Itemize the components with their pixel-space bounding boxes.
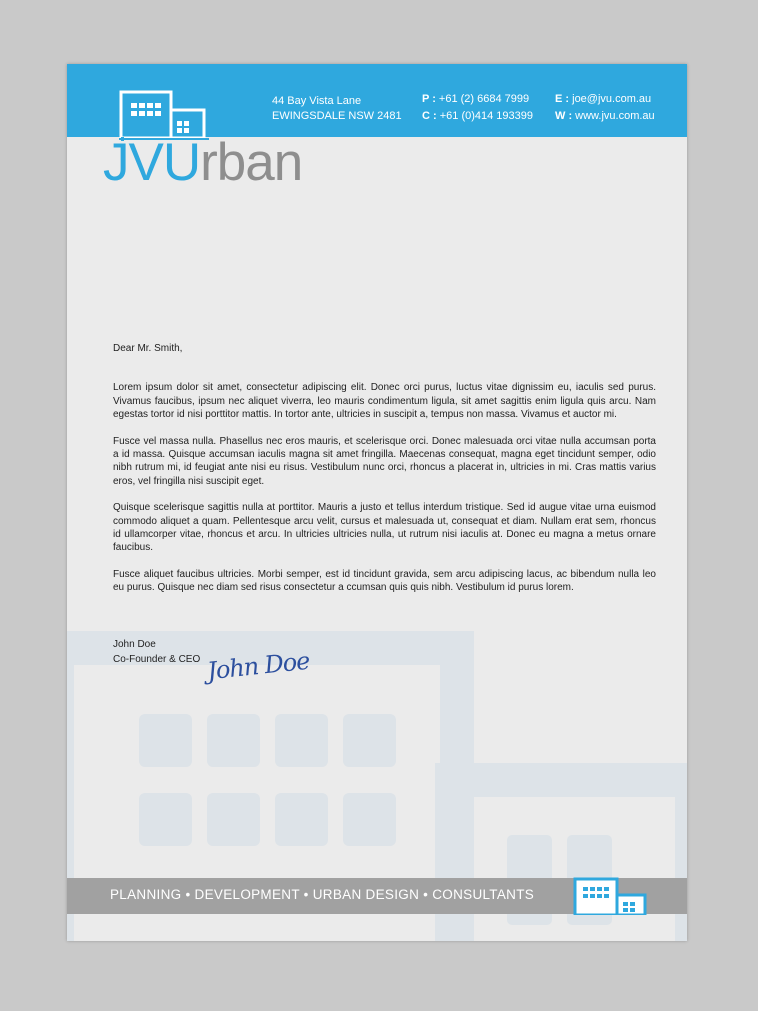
address-block	[272, 94, 402, 124]
letter-paragraph: Lorem ipsum dolor sit amet, consectetur adipiscing elit. Donec orci purus, luctus vitae dignissim eu, iaculis sed purus. Vivamus faucibus, ipsum nec aliquet viverra, leo mauris condimentum ligula, sit amet sagittis enim ligula quis arcu. Nam egestas tortor id nisi porttitor mattis. In tortor ante, ultricies in suscipit a, tempus non massa. Vivamus et auctor mi.	[113, 382, 656, 421]
building-icon	[573, 877, 647, 915]
contact-block	[555, 92, 655, 124]
letter-paragraph: Fusce aliquet faucibus ultricies. Morbi semper, est id tincidunt gravida, sem arcu adipiscing lacus, ac bibendum nulla leo eu purus. Quisque nec diam sed risus consectetur a ccumsan quis quis nibh. Vestibulum id purus lorem.	[113, 568, 656, 594]
footer-tagline: PLANNING • DEVELOPMENT • URBAN DESIGN • CONSULTANTS	[110, 887, 535, 902]
letter-greeting: Dear Mr. Smith,	[113, 343, 183, 354]
company-logo	[103, 133, 302, 193]
phone-block	[422, 92, 533, 124]
website-link[interactable]: www.jvu.com.au	[575, 110, 655, 122]
logo-secondary-text: rban	[200, 133, 303, 192]
letterhead-page	[67, 64, 687, 941]
email-link[interactable]: joe@jvu.com.au	[572, 93, 652, 105]
address-line-2: EWINGSDALE NSW 2481	[272, 110, 402, 122]
letter-paragraph: Quisque scelerisque sagittis nulla at porttitor. Mauris a justo et tellus interdum tristique. Sed id augue vitae urna euismod commodo aliquet a quam. Pellentesque arcu velit, cursus et malesuada ut, consequat et diam. Nullam erat sem, rhoncus id ullamcorper vitae, rhoncus et arcu. In ultricies ultricies nulla, ut rutrum nisi iaculis at. Donec eu magna a metus ornare faucibus.	[113, 502, 656, 554]
signer-title: Co-Founder & CEO	[113, 654, 201, 665]
handwritten-signature: John Doe	[205, 646, 311, 686]
letter-body	[113, 342, 656, 608]
logo-primary-text: JVU	[103, 133, 201, 192]
cell-label: C :	[422, 110, 437, 122]
address-line-1: 44 Bay Vista Lane	[272, 95, 362, 107]
phone-value[interactable]: +61 (2) 6684 7999	[438, 93, 530, 105]
signer-name: John Doe	[113, 639, 156, 650]
letter-paragraph: Fusce vel massa nulla. Phasellus nec eros mauris, et scelerisque orci. Donec malesuada orci vitae nulla accumsan porta a id massa. Quisque accumsan iaculis magna sit amet fringilla. Maecenas consequat, magna eget tincidunt semper, odio nibh rutrum mi, id feugiat ante nisi eu risus. Vestibulum nunc orci, rhoncus a placerat in, ultricies in mi. Cras mattis varius eros, vel fringilla nisi suscipit eget.	[113, 435, 656, 487]
cell-value[interactable]: +61 (0)414 193399	[439, 110, 534, 122]
email-label: E :	[555, 93, 570, 105]
web-label: W :	[555, 110, 573, 122]
phone-label: P :	[422, 93, 436, 105]
